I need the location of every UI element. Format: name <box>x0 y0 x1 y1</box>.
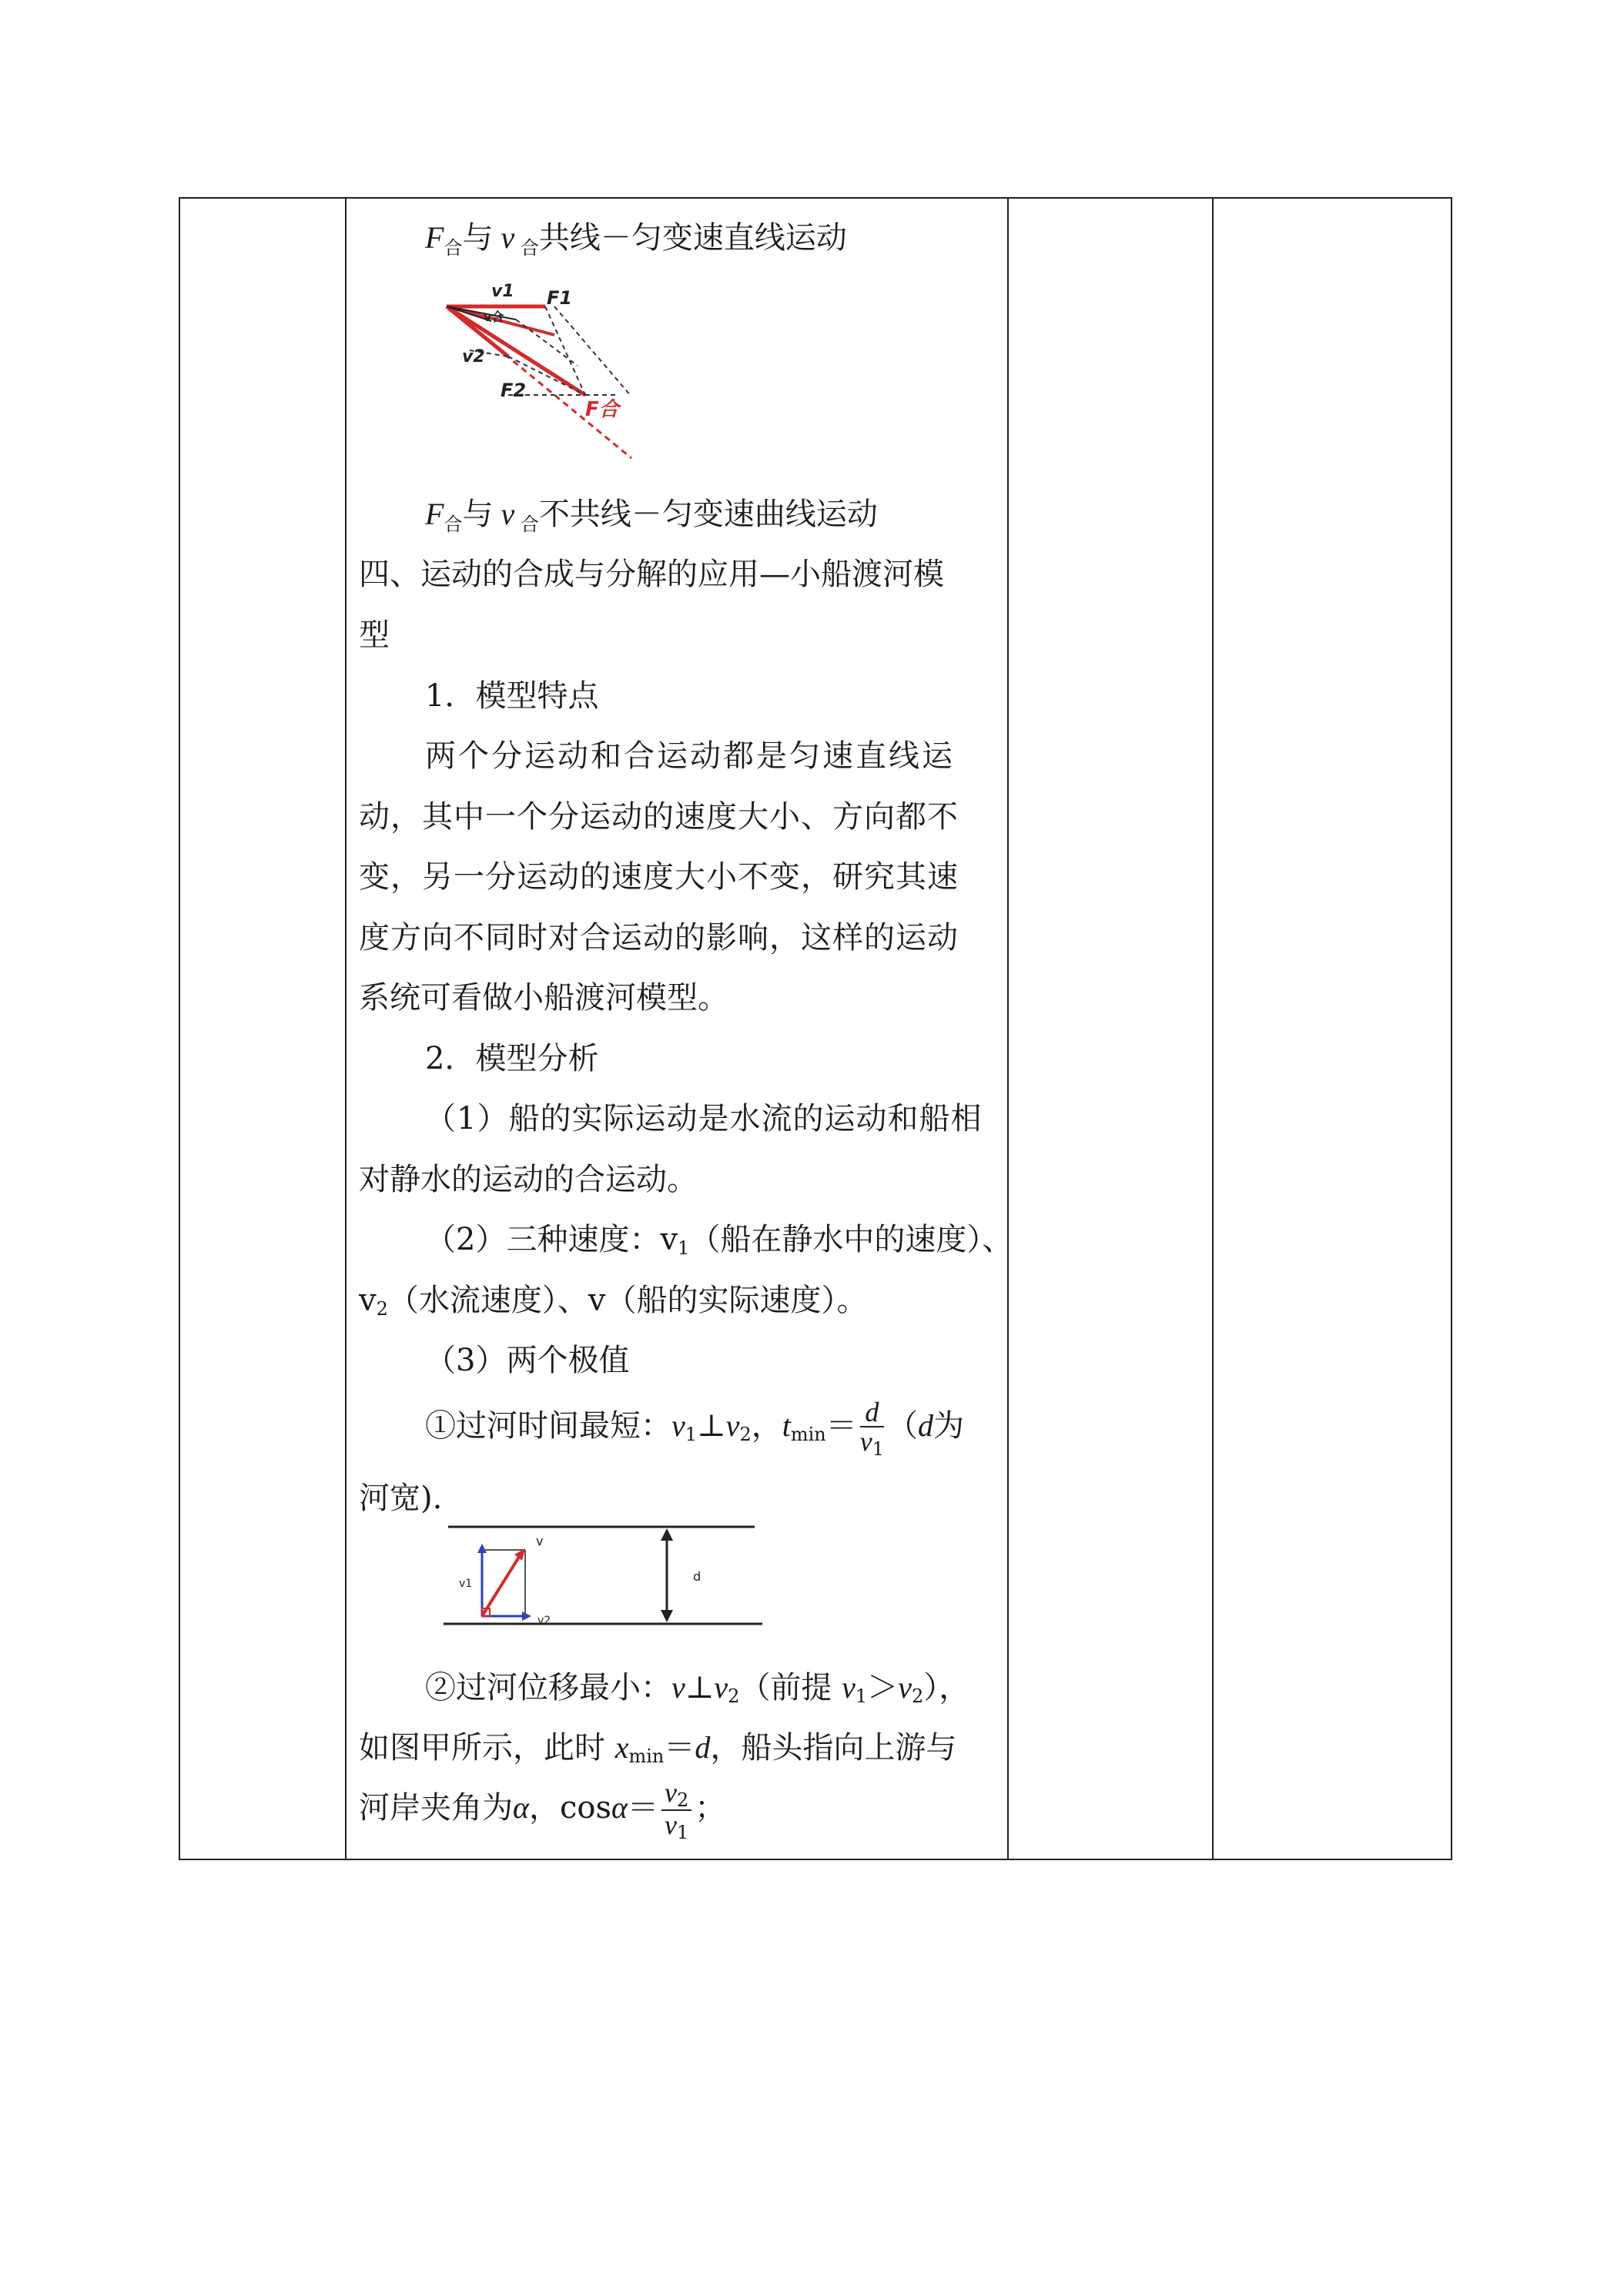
river-crossing-figure <box>431 1521 770 1644</box>
column-divider <box>1212 199 1214 1859</box>
formula-line-cos-alpha: 河岸夹角为α，cosα＝ $\frac{v2}{v1}$ ； <box>359 1777 726 1843</box>
label-F2: F2 <box>501 380 527 401</box>
paragraph-line: 如图甲所示，此时 xmin＝d，船头指向上游与 <box>359 1730 957 1767</box>
paragraph-line: 变，另一分运动的速度大小不变，研究其速 <box>359 859 959 895</box>
subheading-two-extremes: （3）两个极值 <box>425 1343 630 1378</box>
paragraph-line: （1）船的实际运动是水流的运动和船相 <box>425 1101 983 1136</box>
fraction-d-over-v1: $\frac{d}{v1}$ <box>859 1397 884 1460</box>
label-v1: v1 <box>459 1578 473 1590</box>
column-divider <box>345 199 347 1859</box>
section-heading: 四、运动的合成与分解的应用—小船渡河模 <box>359 557 944 592</box>
paragraph-line: 度方向不同时对合运动的影响，这样的运动 <box>359 920 959 956</box>
text-line-collinear: $F_合$与 v $_合$共线－匀变速直线运动 <box>425 220 847 259</box>
label-v-he: v合 <box>484 310 504 324</box>
paragraph-line: 系统可看做小船渡河模型。 <box>359 980 728 1016</box>
label-F1: F1 <box>547 287 573 309</box>
text-line-noncollinear: $F_合$与 v $_合$不共线－匀变速曲线运动 <box>425 497 878 535</box>
paragraph-line-three-speeds: （2）三种速度：v1（船在静水中的速度）、 <box>425 1222 1013 1259</box>
table-frame <box>179 197 1452 1860</box>
section-heading-cont: 型 <box>359 618 390 653</box>
label-v1: v1 <box>491 282 514 301</box>
paragraph-line: 两个分运动和合运动都是匀速直线运 <box>425 738 955 774</box>
paragraph-line: 河宽). <box>359 1481 443 1516</box>
force-velocity-figure <box>424 273 747 474</box>
paragraph-line: 对静水的运动的合运动。 <box>359 1162 698 1197</box>
label-F-he: F合 <box>585 398 619 421</box>
column-divider <box>1007 199 1009 1859</box>
fraction-v2-over-v1: $\frac{v2}{v1}$ <box>661 1779 691 1842</box>
subheading-model-features: 1．模型特点 <box>425 678 599 714</box>
paragraph-line: v2（水流速度）、v（船的实际速度）。 <box>359 1283 868 1320</box>
label-v2: v2 <box>462 347 485 366</box>
formula-line-min-time: ①过河时间最短：v1⊥v2，tmin＝ $\frac{d}{v1}$ （d为 <box>425 1397 964 1460</box>
paragraph-line: 动，其中一个分运动的速度大小、方向都不 <box>359 799 959 835</box>
label-v: v <box>536 1534 544 1548</box>
label-d: d <box>693 1569 702 1584</box>
formula-line-min-displacement: ②过河位移最小：v⊥v2（前提 v1＞v2）， <box>425 1670 970 1707</box>
label-v2: v2 <box>537 1615 551 1627</box>
subheading-model-analysis: 2．模型分析 <box>425 1041 599 1076</box>
